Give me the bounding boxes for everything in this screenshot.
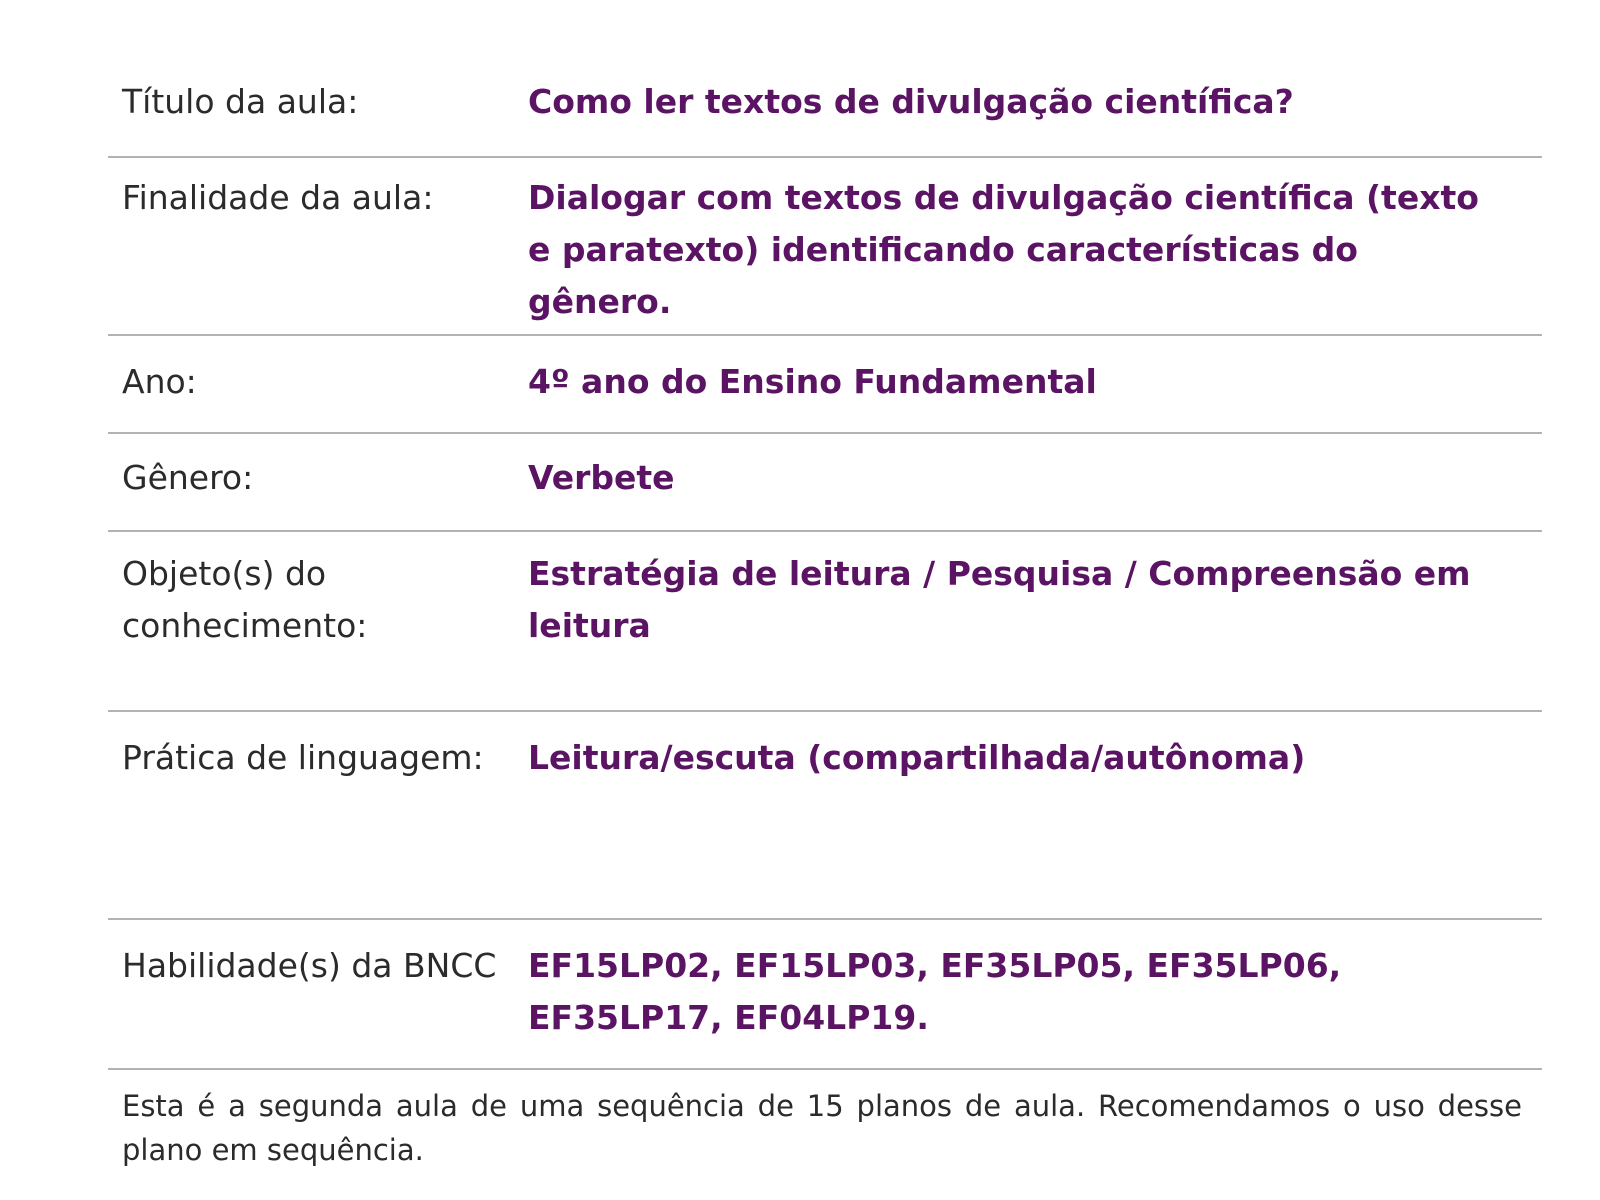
knowledge-objects-value: Estratégia de leitura / Pesquisa / Compreensão em leitura xyxy=(528,554,1471,645)
bncc-skills-value: EF15LP02, EF15LP03, EF35LP05, EF35LP06, EF35LP17, EF04LP19. xyxy=(528,946,1342,1037)
language-practice-label: Prática de linguagem: xyxy=(122,738,484,777)
row-lesson-title xyxy=(108,70,1542,158)
bncc-skills-label: Habilidade(s) da BNCC xyxy=(122,946,497,985)
lesson-purpose-label: Finalidade da aula: xyxy=(122,178,434,217)
lesson-title-value: Como ler textos de divulgação científica? xyxy=(528,82,1294,121)
row-lesson-purpose xyxy=(108,158,1542,336)
genre-value: Verbete xyxy=(528,458,675,497)
row-language-practice xyxy=(108,712,1542,920)
row-bncc-skills xyxy=(108,920,1542,1070)
lesson-title-label: Título da aula: xyxy=(122,82,359,121)
row-school-year xyxy=(108,336,1542,434)
school-year-label: Ano: xyxy=(122,362,197,401)
lesson-purpose-value: Dialogar com textos de divulgação científica (texto e paratexto) identificando características do gênero. xyxy=(528,178,1479,321)
row-knowledge-objects xyxy=(108,532,1542,712)
language-practice-value: Leitura/escuta (compartilhada/autônoma) xyxy=(528,738,1306,777)
genre-label: Gênero: xyxy=(122,458,254,497)
school-year-value: 4º ano do Ensino Fundamental xyxy=(528,362,1097,401)
sequence-note: Esta é a segunda aula de uma sequência de 15 planos de aula. Recomendamos o uso desse plano em sequência. xyxy=(122,1089,1522,1167)
knowledge-objects-label: Objeto(s) do conhecimento: xyxy=(122,554,368,645)
row-genre xyxy=(108,434,1542,532)
